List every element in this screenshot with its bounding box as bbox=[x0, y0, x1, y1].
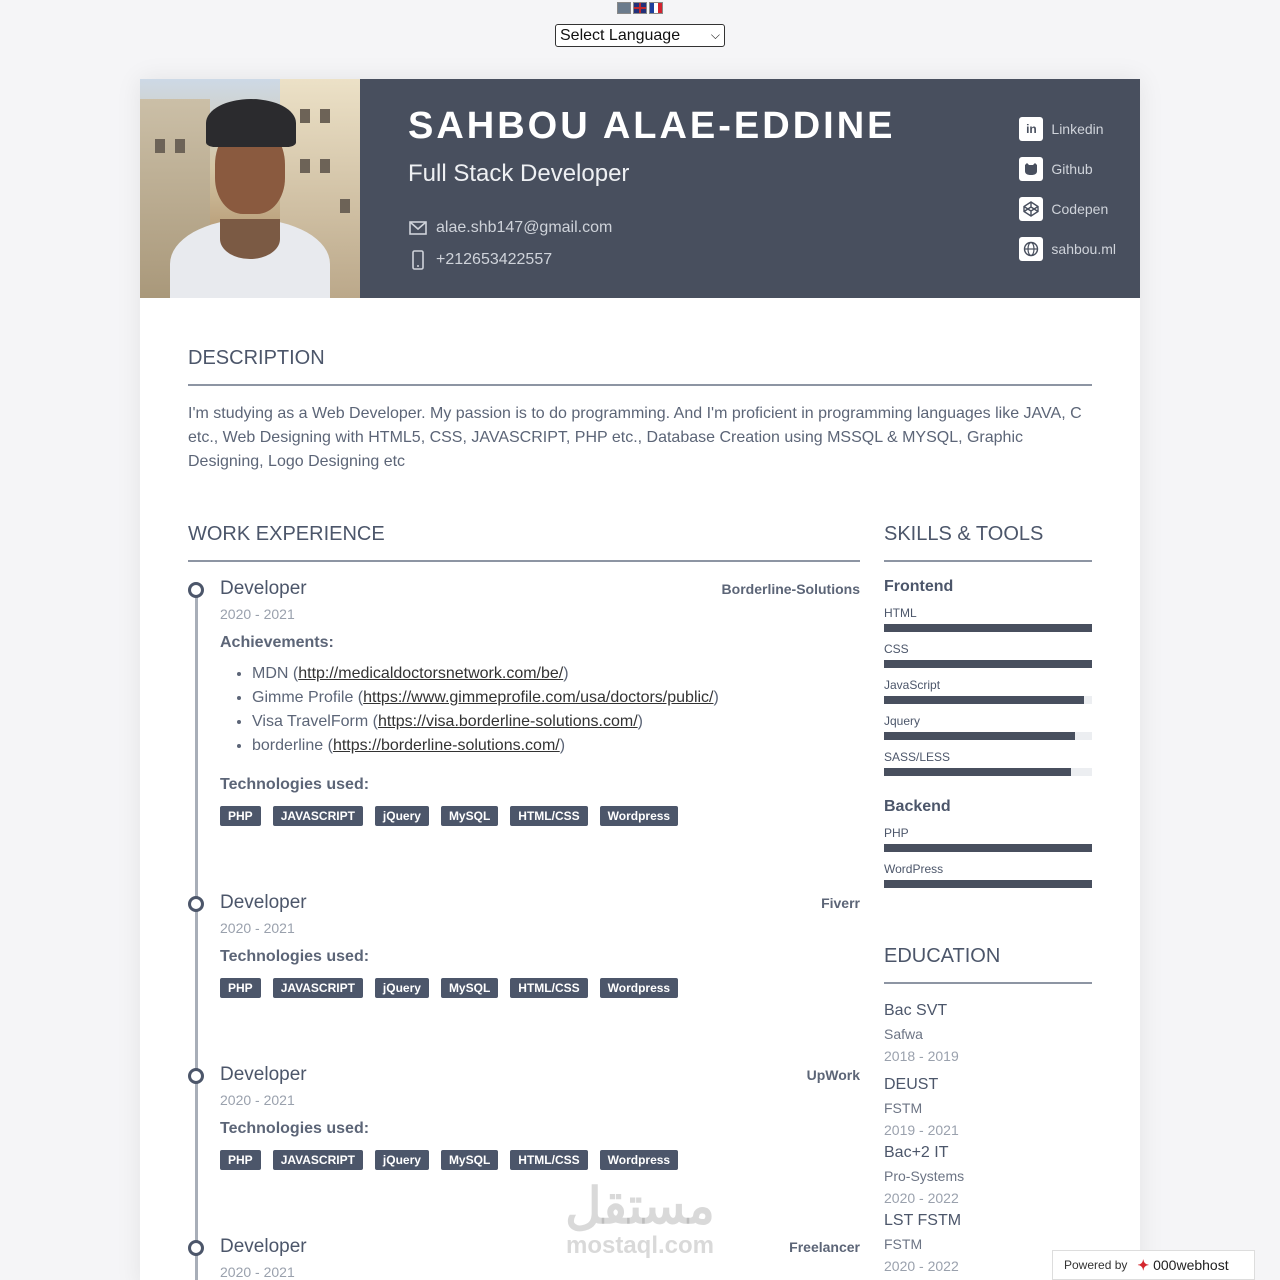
education-degree: DEUST bbox=[884, 1076, 939, 1093]
social-link-linkedin[interactable] bbox=[1019, 109, 1116, 149]
job-item bbox=[188, 1236, 860, 1280]
education-dates: 2020 - 2022 bbox=[884, 1258, 959, 1274]
skill-fill bbox=[884, 732, 1075, 740]
powered-prefix: Powered by bbox=[1064, 1258, 1128, 1272]
tech-tag: JAVASCRIPT bbox=[273, 1150, 363, 1170]
social-label: Linkedin bbox=[1051, 121, 1104, 137]
chevron-down-icon: ⌵ bbox=[710, 28, 720, 42]
job-item bbox=[188, 892, 860, 998]
tech-tag: MySQL bbox=[441, 978, 498, 998]
job-company: Borderline-Solutions bbox=[721, 581, 860, 597]
skill-bar bbox=[884, 880, 1092, 888]
profile-photo bbox=[140, 79, 360, 298]
skill-group-title: Frontend bbox=[884, 578, 954, 595]
skill-fill bbox=[884, 768, 1071, 776]
job-title: Developer bbox=[220, 1236, 307, 1257]
achievement-link[interactable]: https://borderline-solutions.com/ bbox=[332, 737, 560, 754]
technology-tags bbox=[220, 1150, 860, 1170]
language-flags bbox=[0, 2, 1280, 16]
technology-tags bbox=[220, 806, 860, 826]
education-item bbox=[884, 1144, 1092, 1206]
description-section bbox=[188, 347, 1092, 474]
education-dates: 2019 - 2021 bbox=[884, 1122, 959, 1138]
resume-card bbox=[140, 79, 1140, 1280]
skill-group-title: Backend bbox=[884, 798, 951, 815]
work-experience-title: WORK EXPERIENCE bbox=[188, 523, 860, 562]
skill-bar bbox=[884, 844, 1092, 852]
powered-by-badge[interactable] bbox=[1052, 1250, 1255, 1280]
webhost-logo-icon: ✦ bbox=[1137, 1256, 1150, 1273]
job-dates: 2020 - 2021 bbox=[220, 1092, 295, 1108]
timeline-dot bbox=[188, 1068, 204, 1084]
social-label: Github bbox=[1051, 161, 1093, 177]
timeline-dot bbox=[188, 1240, 204, 1256]
job-title: Developer bbox=[220, 578, 307, 599]
person-role: Full Stack Developer bbox=[408, 160, 630, 187]
work-experience-section bbox=[188, 523, 860, 1280]
social-label: Codepen bbox=[1051, 201, 1109, 217]
tech-tag: MySQL bbox=[441, 806, 498, 826]
skill-name: WordPress bbox=[884, 862, 944, 876]
tech-tag: MySQL bbox=[441, 1150, 498, 1170]
achievement-name: MDN bbox=[252, 665, 289, 682]
skill-name: JavaScript bbox=[884, 678, 941, 692]
watermark-arabic: مستقل bbox=[565, 1178, 715, 1234]
timeline-dot bbox=[188, 582, 204, 598]
achievements-label: Achievements: bbox=[220, 634, 334, 651]
achievement-link[interactable]: http://medicaldoctorsnetwork.com/be/ bbox=[298, 665, 564, 682]
skill-item bbox=[884, 606, 1092, 632]
phone-text: +212653422557 bbox=[436, 251, 553, 268]
technologies-label: Technologies used: bbox=[220, 948, 370, 965]
technologies-label: Technologies used: bbox=[220, 776, 370, 793]
powered-brand: 000webhost bbox=[1153, 1257, 1229, 1273]
job-company: Freelancer bbox=[789, 1239, 860, 1255]
technology-tags bbox=[220, 978, 860, 998]
flag-french-icon[interactable] bbox=[649, 2, 663, 14]
skill-bar bbox=[884, 696, 1092, 704]
social-link-github[interactable] bbox=[1019, 149, 1116, 189]
tech-tag: JAVASCRIPT bbox=[273, 806, 363, 826]
achievement-item: • borderline (https://borderline-solutions.com/) bbox=[252, 734, 860, 758]
skill-fill bbox=[884, 696, 1084, 704]
education-school: Safwa bbox=[884, 1026, 923, 1042]
education-school: FSTM bbox=[884, 1100, 923, 1116]
description-title: DESCRIPTION bbox=[188, 347, 1092, 386]
tech-tag: HTML/CSS bbox=[510, 1150, 587, 1170]
education-dates: 2018 - 2019 bbox=[884, 1048, 959, 1064]
achievement-item: • Visa TravelForm (https://visa.borderline-solutions.com/) bbox=[252, 710, 860, 734]
language-select[interactable] bbox=[555, 24, 725, 47]
codepen-icon bbox=[1019, 197, 1043, 221]
job-company: Fiverr bbox=[821, 895, 860, 911]
tech-tag: jQuery bbox=[375, 806, 429, 826]
skill-bar bbox=[884, 624, 1092, 632]
tech-tag: jQuery bbox=[375, 1150, 429, 1170]
tech-tag: Wordpress bbox=[600, 978, 678, 998]
tech-tag: PHP bbox=[220, 978, 261, 998]
education-school: FSTM bbox=[884, 1236, 923, 1252]
skill-fill bbox=[884, 624, 1092, 632]
watermark-latin: mostaql.com bbox=[565, 1232, 715, 1259]
skill-fill bbox=[884, 844, 1092, 852]
email-text: alae.shb147@gmail.com bbox=[436, 219, 613, 236]
resume-header bbox=[140, 79, 1140, 298]
skill-bar bbox=[884, 732, 1092, 740]
job-dates: 2020 - 2021 bbox=[220, 1264, 295, 1280]
skills-title: SKILLS & TOOLS bbox=[884, 523, 1092, 562]
skills-section bbox=[884, 523, 1092, 888]
description-text: I'm studying as a Web Developer. My passion is to do programming. And I'm proficient in programming languages like JAVA, C etc., Web Designing with HTML5, CSS, JAVASCRIPT, PHP etc., Database Creation using MSSQL & MYSQL, Graphic Designing, Logo Designing etc bbox=[188, 405, 1082, 470]
person-name: SAHBOU ALAE-EDDINE bbox=[408, 105, 896, 147]
tech-tag: PHP bbox=[220, 806, 261, 826]
job-title: Developer bbox=[220, 892, 307, 913]
skill-name: HTML bbox=[884, 606, 917, 620]
achievement-item: • MDN (http://medicaldoctorsnetwork.com/be/) bbox=[252, 662, 860, 686]
job-item bbox=[188, 578, 860, 826]
phone-icon bbox=[408, 250, 428, 270]
job-title: Developer bbox=[220, 1064, 307, 1085]
education-item bbox=[884, 1002, 1092, 1064]
achievement-link[interactable]: https://www.gimmeprofile.com/usa/doctors/public/ bbox=[363, 689, 714, 706]
tech-tag: Wordpress bbox=[600, 1150, 678, 1170]
education-degree: Bac SVT bbox=[884, 1002, 948, 1019]
skill-item bbox=[884, 750, 1092, 776]
education-degree: Bac+2 IT bbox=[884, 1144, 949, 1161]
tech-tag: Wordpress bbox=[600, 806, 678, 826]
achievement-name: Gimme Profile bbox=[252, 689, 354, 706]
education-title: EDUCATION bbox=[884, 945, 1092, 984]
linkedin-icon: in bbox=[1019, 117, 1043, 141]
tech-tag: HTML/CSS bbox=[510, 806, 587, 826]
education-dates: 2020 - 2022 bbox=[884, 1190, 959, 1206]
tech-tag: jQuery bbox=[375, 978, 429, 998]
education-degree: LST FSTM bbox=[884, 1212, 962, 1229]
job-dates: 2020 - 2021 bbox=[220, 920, 295, 936]
achievements-list bbox=[220, 662, 860, 758]
skill-item bbox=[884, 642, 1092, 668]
education-school: Pro-Systems bbox=[884, 1168, 965, 1184]
social-link-codepen[interactable] bbox=[1019, 189, 1116, 229]
tech-tag: PHP bbox=[220, 1150, 261, 1170]
achievement-link[interactable]: https://visa.borderline-solutions.com/ bbox=[377, 713, 638, 730]
skill-item bbox=[884, 862, 1092, 888]
achievement-item: • Gimme Profile (https://www.gimmeprofile.com/usa/doctors/public/) bbox=[252, 686, 860, 710]
job-item bbox=[188, 1064, 860, 1170]
job-company: UpWork bbox=[806, 1067, 860, 1083]
language-bar bbox=[0, 2, 1280, 47]
language-select-value: Select Language bbox=[560, 26, 681, 44]
technologies-label: Technologies used: bbox=[220, 1120, 370, 1137]
tech-tag: JAVASCRIPT bbox=[273, 978, 363, 998]
education-section bbox=[884, 945, 1092, 1274]
envelope-icon bbox=[408, 221, 428, 235]
skill-item bbox=[884, 678, 1092, 704]
skill-item bbox=[884, 714, 1092, 740]
education-item bbox=[884, 1076, 1092, 1138]
job-dates: 2020 - 2021 bbox=[220, 606, 295, 622]
skill-fill bbox=[884, 880, 1092, 888]
flag-arabic-icon[interactable] bbox=[617, 2, 631, 14]
globe-icon bbox=[1019, 237, 1043, 261]
achievement-name: borderline bbox=[252, 737, 324, 754]
skill-item bbox=[884, 826, 1092, 852]
skill-name: CSS bbox=[884, 642, 909, 656]
skill-fill bbox=[884, 660, 1092, 668]
social-label: sahbou.ml bbox=[1051, 241, 1116, 257]
achievement-name: Visa TravelForm bbox=[252, 713, 369, 730]
social-links bbox=[1019, 109, 1116, 269]
skill-bar bbox=[884, 768, 1092, 776]
social-link-website[interactable] bbox=[1019, 229, 1116, 269]
tech-tag: HTML/CSS bbox=[510, 978, 587, 998]
skill-bar bbox=[884, 660, 1092, 668]
skill-name: Jquery bbox=[884, 714, 921, 728]
flag-english-icon[interactable] bbox=[633, 2, 647, 14]
mostaql-watermark bbox=[555, 1180, 725, 1260]
skill-name: PHP bbox=[884, 826, 909, 840]
timeline-dot bbox=[188, 896, 204, 912]
github-icon bbox=[1019, 157, 1043, 181]
skill-name: SASS/LESS bbox=[884, 750, 951, 764]
